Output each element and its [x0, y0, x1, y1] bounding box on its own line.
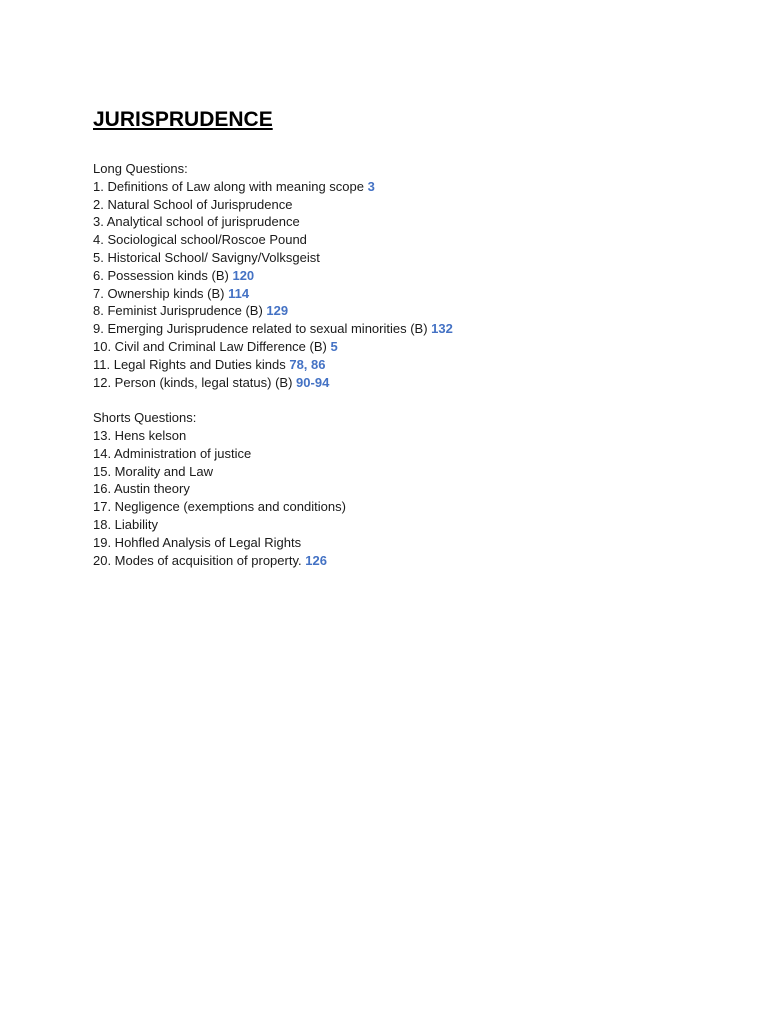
question-text: 11. Legal Rights and Duties kinds — [93, 356, 286, 372]
question-item — [93, 445, 713, 463]
question-text: 3. Analytical school of jurisprudence — [93, 214, 300, 230]
question-text: 17. Negligence (exemptions and conditions) — [93, 499, 346, 515]
question-item — [93, 196, 713, 214]
question-item — [93, 178, 713, 196]
question-item — [93, 427, 713, 445]
short-questions-heading: Shorts Questions: — [93, 410, 197, 426]
question-item — [93, 498, 713, 516]
document-content — [93, 107, 713, 569]
question-text: 15. Morality and Law — [93, 463, 213, 479]
question-text: 2. Natural School of Jurisprudence — [93, 196, 293, 212]
question-text: 12. Person (kinds, legal status) (B) — [93, 374, 293, 390]
question-item — [93, 320, 713, 338]
question-item — [93, 338, 713, 356]
page-reference: 90-94 — [296, 374, 330, 390]
question-item — [93, 249, 713, 267]
page-reference: 126 — [305, 552, 327, 568]
question-text: 6. Possession kinds (B) — [93, 267, 229, 283]
question-text: 7. Ownership kinds (B) — [93, 285, 225, 301]
page-reference: 132 — [431, 321, 453, 337]
long-questions-heading: Long Questions: — [93, 161, 188, 176]
question-item — [93, 534, 713, 552]
question-item — [93, 463, 713, 481]
question-item — [93, 480, 713, 498]
question-text: 16. Austin theory — [93, 481, 190, 497]
page-reference: 5 — [330, 338, 338, 354]
short-questions-list — [93, 427, 713, 569]
question-item — [93, 267, 713, 285]
question-item — [93, 231, 713, 249]
page-reference: 114 — [228, 285, 250, 301]
question-text: 14. Administration of justice — [93, 445, 252, 461]
question-text: 1. Definitions of Law along with meaning scope — [93, 178, 364, 194]
page-reference: 78, 86 — [289, 356, 326, 372]
question-text: 20. Modes of acquisition of property. — [93, 552, 302, 568]
question-text: 5. Historical School/ Savigny/Volksgeist — [93, 249, 320, 265]
question-text: 10. Civil and Criminal Law Difference (B) — [93, 338, 327, 354]
question-text: 13. Hens kelson — [93, 427, 187, 443]
question-item — [93, 356, 713, 374]
question-text: 4. Sociological school/Roscoe Pound — [93, 232, 307, 248]
question-text: 9. Emerging Jurisprudence related to sexual minorities (B) — [93, 321, 428, 337]
document-title: JURISPRUDENCE — [93, 108, 273, 131]
page-reference: 129 — [266, 303, 289, 319]
question-text: 18. Liability — [93, 516, 159, 532]
question-item — [93, 374, 713, 392]
page-reference: 120 — [232, 267, 255, 283]
question-item — [93, 213, 713, 231]
question-item — [93, 302, 713, 320]
long-questions-list — [93, 178, 713, 392]
question-item — [93, 285, 713, 303]
question-item — [93, 552, 713, 570]
section-spacer — [93, 391, 713, 409]
question-text: 8. Feminist Jurisprudence (B) — [93, 303, 263, 319]
page-reference: 3 — [367, 178, 375, 194]
question-text: 19. Hohfled Analysis of Legal Rights — [93, 534, 302, 550]
question-item — [93, 516, 713, 534]
